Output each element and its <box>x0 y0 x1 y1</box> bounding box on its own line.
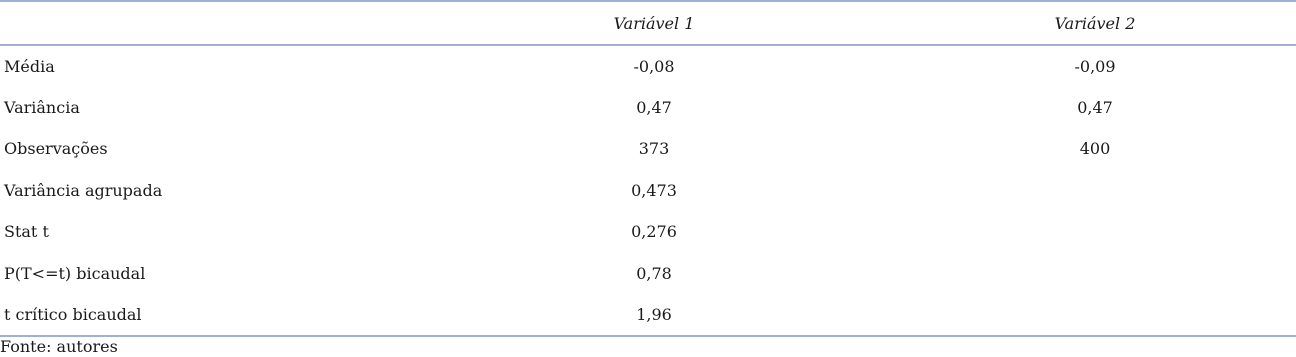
variable-1-value: 373 <box>638 139 670 159</box>
variable-2-value: -0,09 <box>1074 56 1116 76</box>
variable-1-value: 0,47 <box>636 97 672 117</box>
table-row <box>0 128 1296 170</box>
variable-1-value: -0,08 <box>633 56 675 76</box>
variable-1-value: 0,473 <box>631 180 677 200</box>
table-row <box>0 87 1296 129</box>
variable-2-value <box>894 170 1296 212</box>
variable-1-value: 0,276 <box>631 222 677 242</box>
table-row <box>0 211 1296 253</box>
variable-2-value <box>894 294 1296 336</box>
row-label: Variância <box>4 97 80 117</box>
row-label: Variância agrupada <box>4 180 163 200</box>
row-label: Observações <box>4 139 108 159</box>
table-row <box>0 294 1296 336</box>
table-row <box>0 253 1296 295</box>
row-label: Stat t <box>4 222 49 242</box>
table-header <box>0 1 1296 45</box>
table-body <box>0 45 1296 336</box>
table-row <box>0 45 1296 87</box>
row-label: P(T<=t) bicaudal <box>4 263 146 283</box>
header-empty-cell <box>0 1 414 45</box>
row-label: Média <box>4 56 55 76</box>
header-variable-1: Variável 1 <box>414 1 894 45</box>
variable-1-value: 0,78 <box>636 263 672 283</box>
variable-2-value <box>894 211 1296 253</box>
header-row <box>0 1 1296 45</box>
variable-2-value: 400 <box>1079 139 1111 159</box>
variable-2-value: 0,47 <box>1077 97 1113 117</box>
table-row <box>0 170 1296 212</box>
row-label: t crítico bicaudal <box>0 294 414 336</box>
variable-2-value <box>894 253 1296 295</box>
source-note: Fonte: autores <box>0 337 118 356</box>
header-variable-2: Variável 2 <box>894 1 1296 45</box>
variable-1-value: 1,96 <box>414 294 894 336</box>
